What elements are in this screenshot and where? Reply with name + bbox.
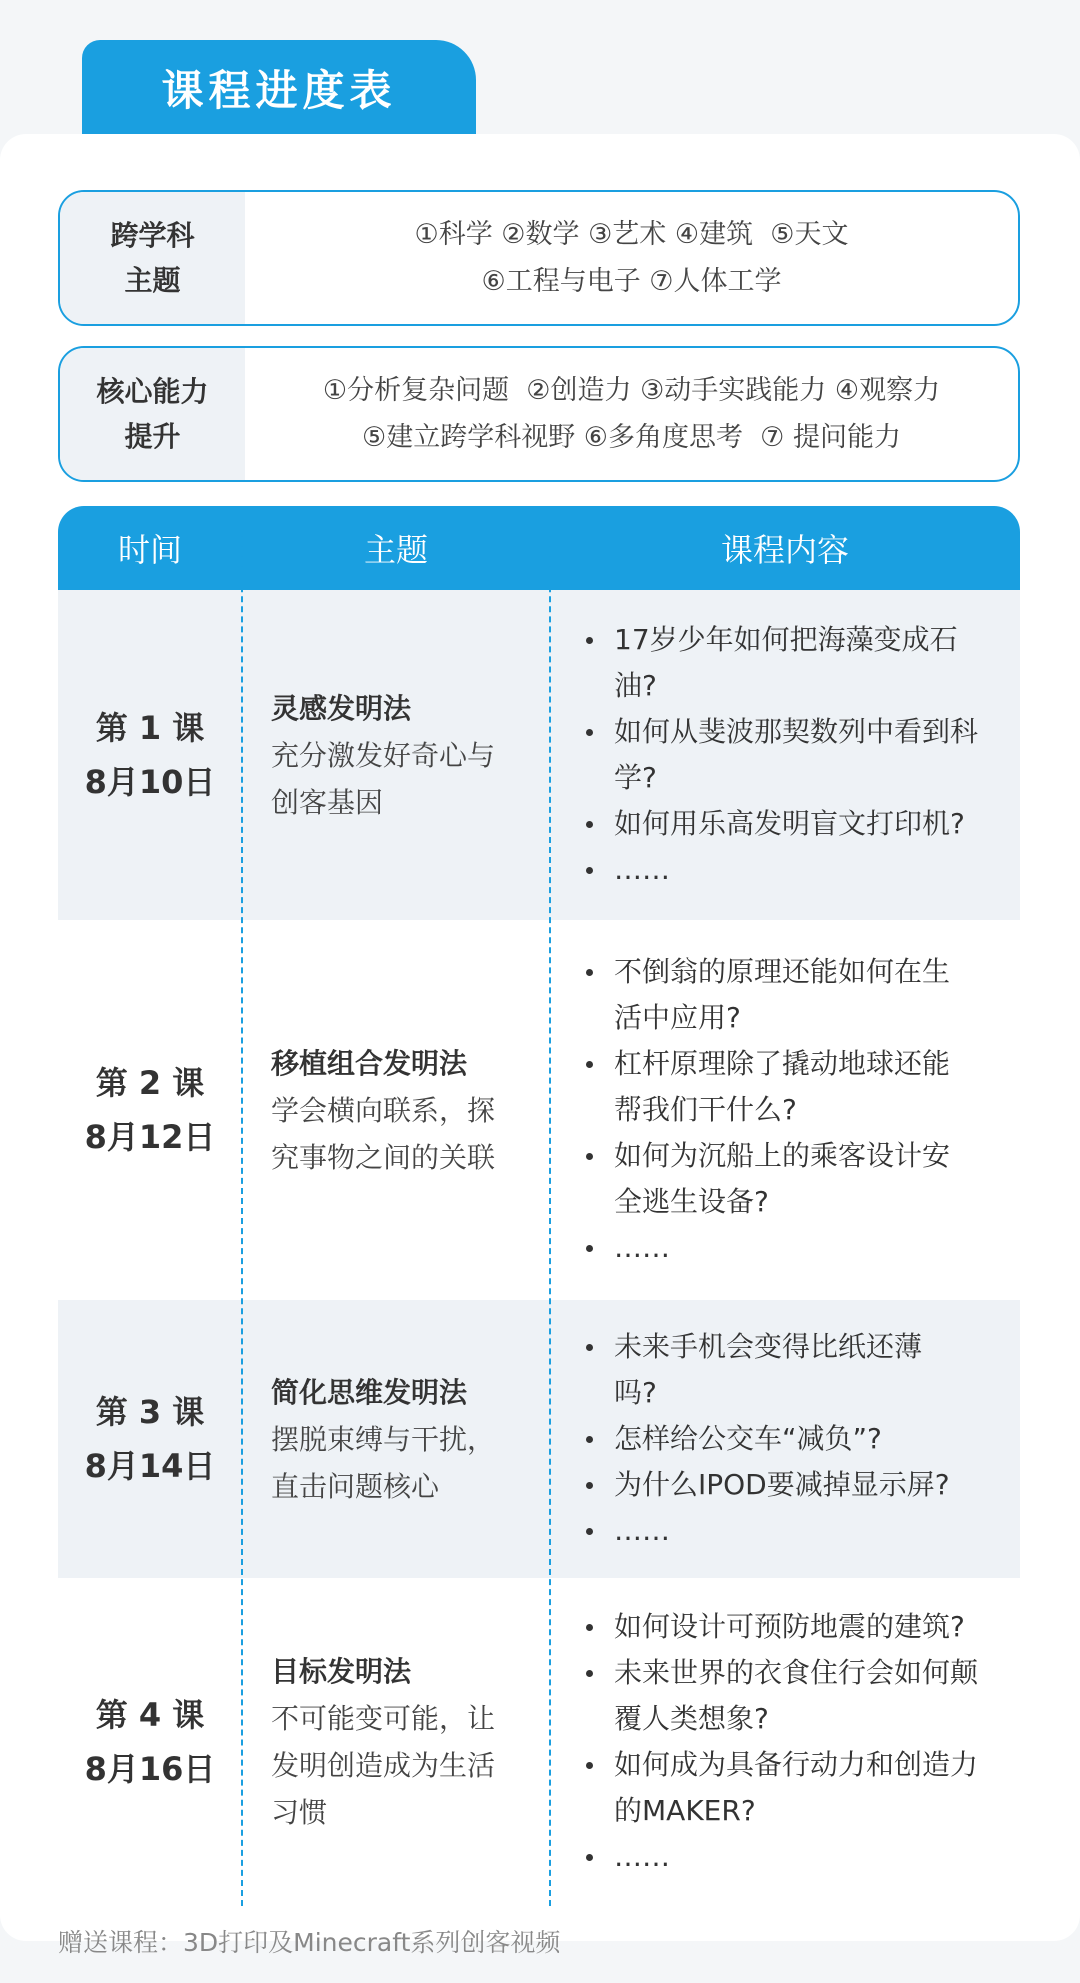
topic-title: 简化思维发明法 (271, 1375, 468, 1409)
abilities-box (58, 346, 1020, 482)
row-content (550, 1300, 1020, 1578)
schedule-table (58, 506, 1020, 1906)
content-item: …… (582, 1225, 1014, 1271)
schedule-row (58, 920, 1020, 1300)
row-time (58, 1578, 242, 1906)
topic-description: 学会横向联系，探 究事物之间的关联 (271, 1093, 496, 1174)
themes-box (58, 190, 1020, 326)
page-title-tab (82, 40, 476, 136)
content-item: 17岁少年如何把海藻变成石 油? (582, 617, 1014, 709)
content-item: 如何设计可预防地震的建筑? (582, 1604, 1014, 1650)
row-topic (242, 1578, 550, 1906)
footer-note: 赠送课程：3D打印及Minecraft系列创客视频 (58, 1928, 561, 1957)
header-content: 课程内容 (720, 531, 849, 569)
abilities-content (245, 348, 1018, 480)
topic-title: 移植组合发明法 (271, 1046, 468, 1080)
themes-label: 跨学科 主题 (60, 192, 245, 324)
themes-line: ①科学 ②数学 ③艺术 ④建筑 ⑤天文 (414, 219, 849, 250)
abilities-line: ⑤建立跨学科视野 ⑥多角度思考 ⑦ 提问能力 (362, 422, 901, 453)
row-topic (242, 920, 550, 1300)
content-item: 如何从斐波那契数列中看到科 学? (582, 709, 1014, 801)
lesson-number: 第 2 课 (95, 1064, 205, 1102)
content-item: …… (582, 847, 1014, 893)
content-item: 如何为沉船上的乘客设计安 全逃生设备? (582, 1133, 1014, 1225)
schedule-row (58, 590, 1020, 920)
header-topic: 主题 (363, 531, 428, 569)
row-time (58, 920, 242, 1300)
lesson-date: 8月14日 (84, 1447, 216, 1485)
content-item: 如何成为具备行动力和创造力 的MAKER? (582, 1742, 1014, 1834)
topic-description: 不可能变可能，让 发明创造成为生活 习惯 (271, 1702, 496, 1829)
row-topic (242, 1300, 550, 1578)
lesson-date: 8月12日 (84, 1118, 216, 1156)
themes-content (245, 192, 1018, 324)
row-topic (242, 590, 550, 920)
topic-title: 灵感发明法 (271, 691, 412, 725)
header-time: 时间 (117, 531, 182, 569)
row-content (550, 920, 1020, 1300)
content-item: 如何用乐高发明盲文打印机? (582, 801, 1014, 847)
lesson-date: 8月16日 (84, 1750, 216, 1788)
content-item: 不倒翁的原理还能如何在生 活中应用? (582, 949, 1014, 1041)
schedule-row (58, 1578, 1020, 1906)
abilities-label: 核心能力 提升 (60, 348, 245, 480)
content-item: 杠杆原理除了撬动地球还能 帮我们干什么? (582, 1041, 1014, 1133)
row-content (550, 590, 1020, 920)
lesson-date: 8月10日 (84, 763, 216, 801)
row-time (58, 1300, 242, 1578)
row-time (58, 590, 242, 920)
schedule-row (58, 1300, 1020, 1578)
content-item: …… (582, 1834, 1014, 1880)
lesson-number: 第 4 课 (95, 1696, 205, 1734)
content-item: 怎样给公交车“减负”? (582, 1416, 1014, 1462)
topic-description: 充分激发好奇心与 创客基因 (271, 738, 496, 819)
topic-title: 目标发明法 (271, 1655, 412, 1688)
content-item: 未来世界的衣食住行会如何颠 覆人类想象? (582, 1650, 1014, 1742)
lesson-number: 第 1 课 (95, 709, 205, 747)
content-item: 为什么IPOD要减掉显示屏? (582, 1462, 1014, 1508)
lesson-number: 第 3 课 (95, 1393, 205, 1431)
column-divider (241, 506, 243, 1906)
topic-description: 摆脱束缚与干扰， 直击问题核心 (271, 1422, 496, 1503)
schedule-header (58, 506, 1020, 590)
themes-line: ⑥工程与电子 ⑦人体工学 (481, 266, 782, 297)
abilities-line: ①分析复杂问题 ②创造力 ③动手实践能力 ④观察力 (322, 375, 941, 406)
content-item: 未来手机会变得比纸还薄 吗? (582, 1324, 1014, 1416)
column-divider (549, 506, 551, 1906)
row-content (550, 1578, 1020, 1906)
page-title: 课程进度表 (161, 66, 397, 115)
content-item: …… (582, 1508, 1014, 1554)
